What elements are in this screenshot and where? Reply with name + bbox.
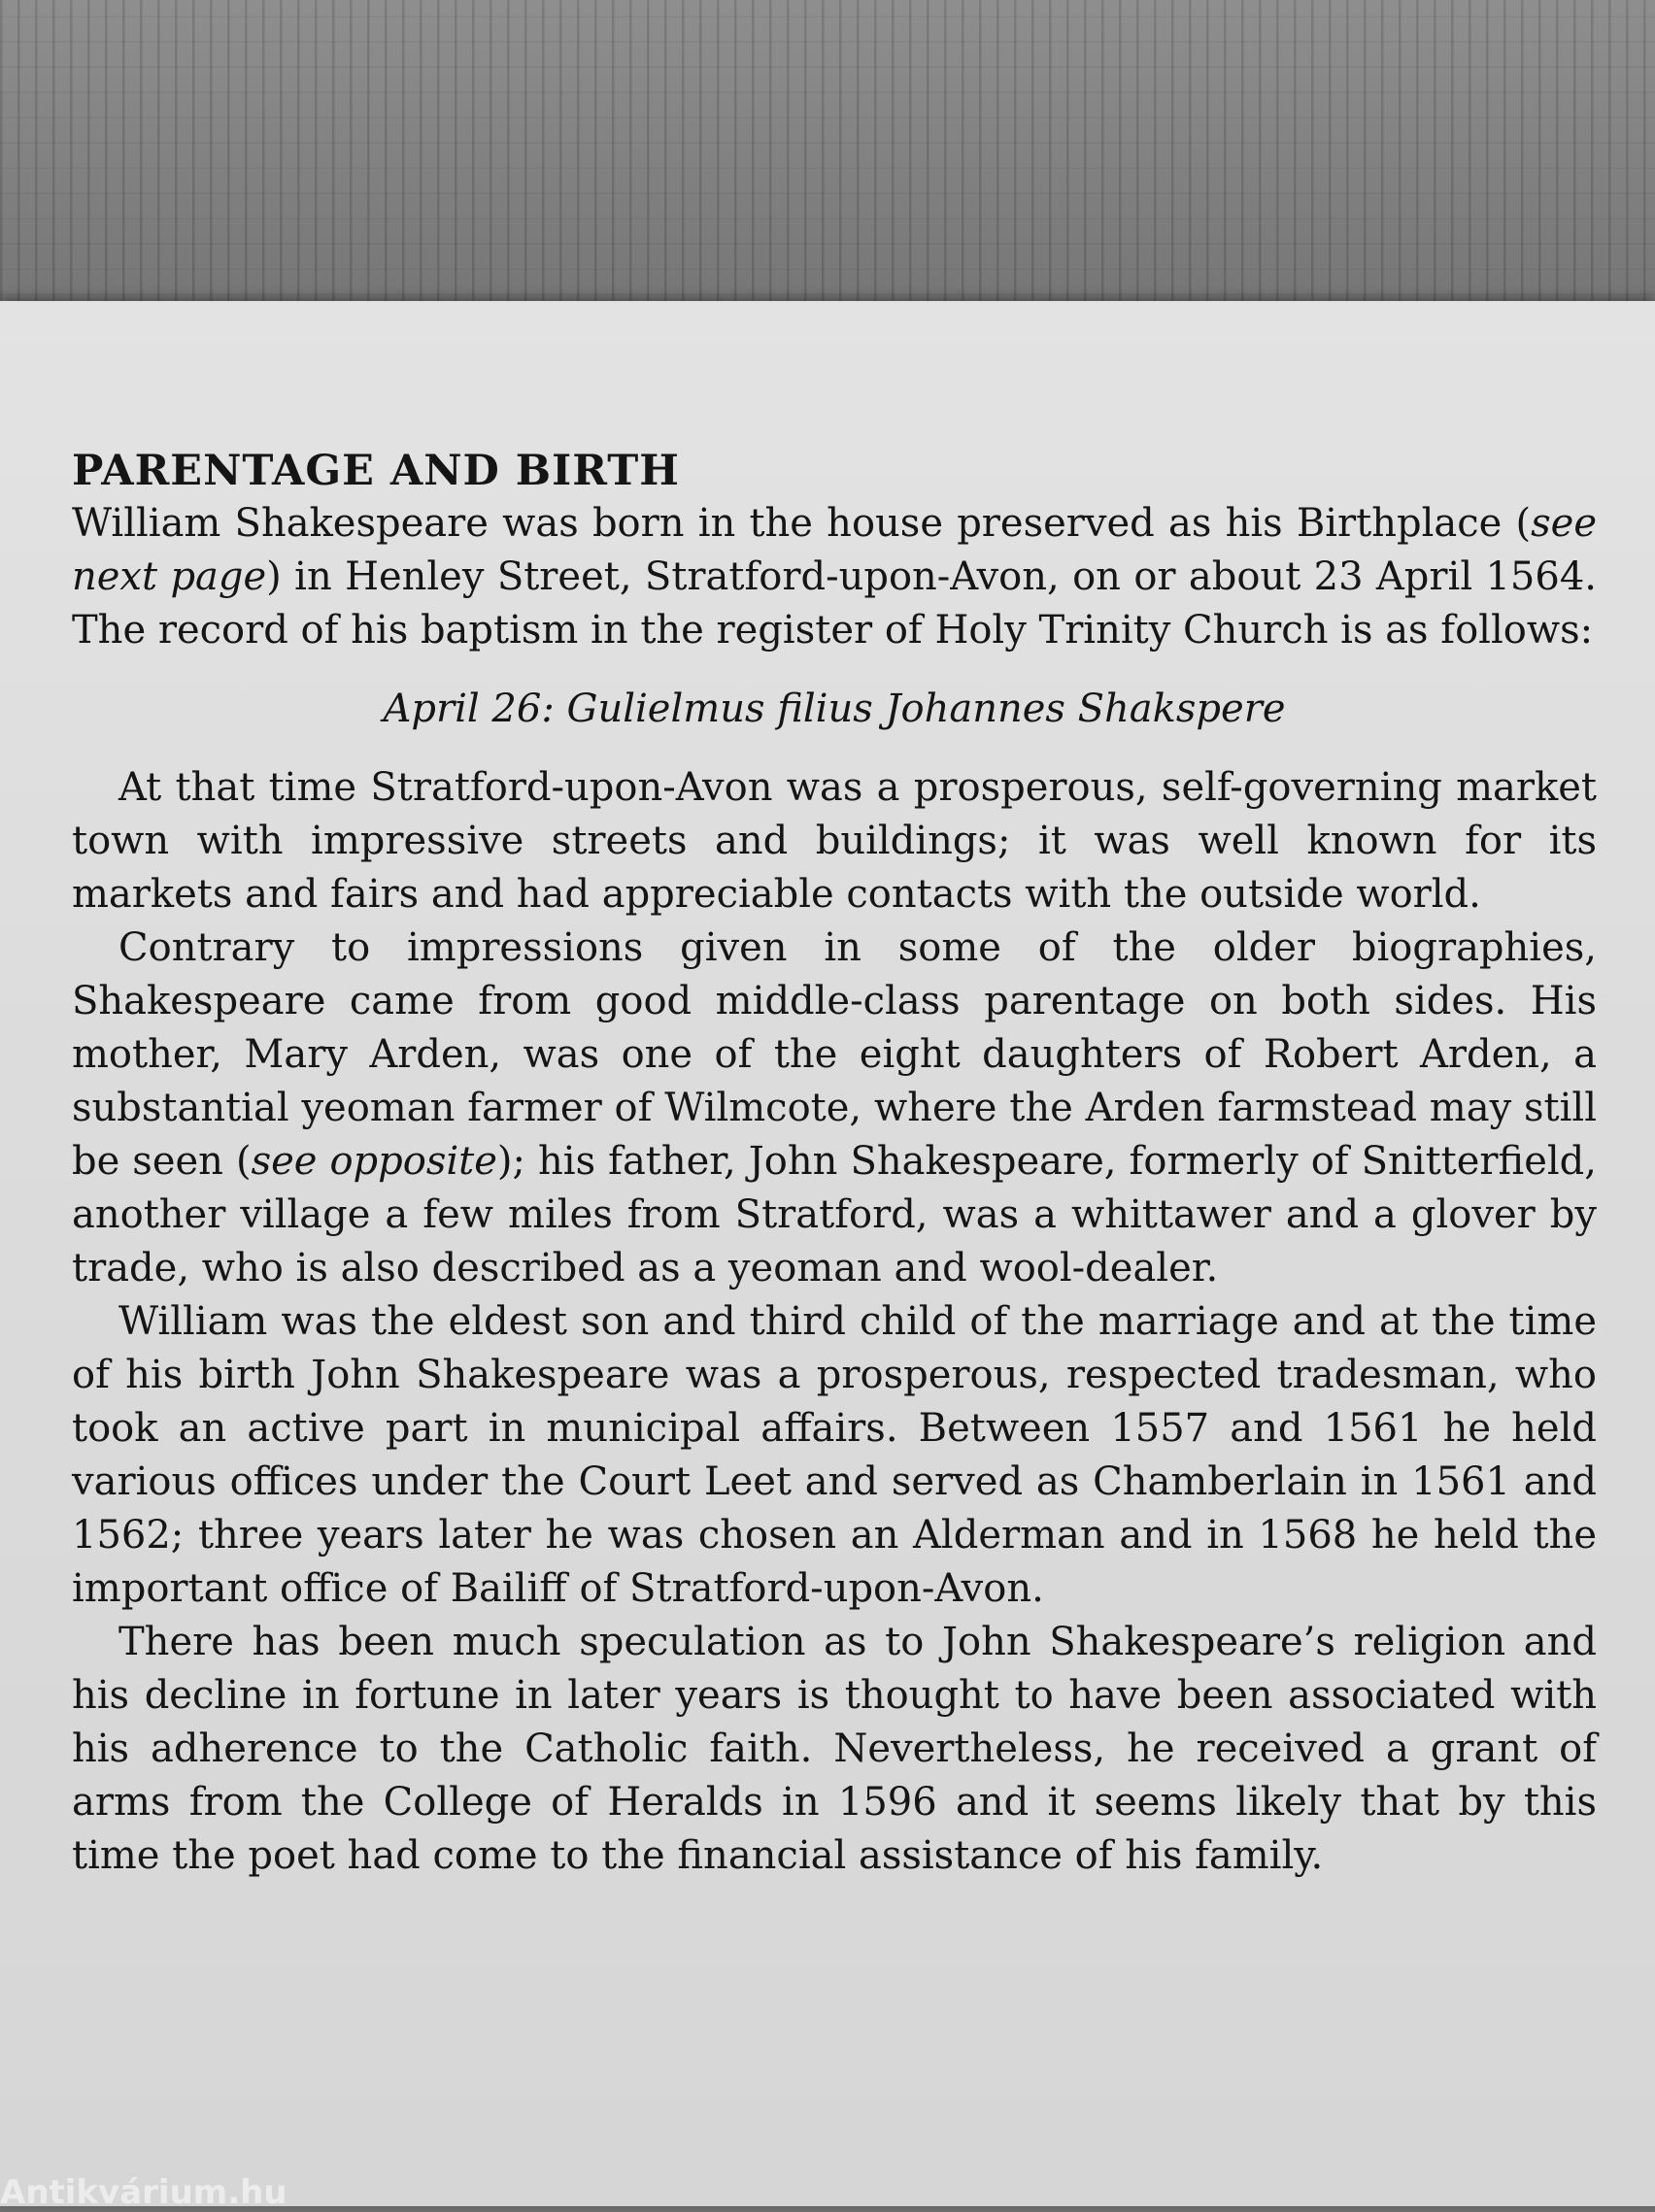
parentage-italic-reference: see opposite [251, 1139, 497, 1184]
intro-text-1: William Shakespeare was born in the house preserved as his Birthplace ( [72, 501, 1532, 546]
intro-paragraph [72, 497, 1597, 657]
baptism-record-quote: April 26: Gulielmus filius Johannes Shakspere [383, 687, 1286, 731]
page-content [72, 445, 1597, 1883]
background-surface [0, 0, 1655, 320]
parentage-text-2: ); his father, John Shakespeare, formerly of Snitterfield, another village a few miles from Stratford, was a whittawer and a glover by trade, who is also described as a yeoman and wool-dealer. [72, 1139, 1597, 1290]
book-page [0, 301, 1655, 2206]
parentage-text-1: Contrary to impressions given in some of the older biographies, Shakespeare came from good middle-class parentage on both sides. His mother, Mary Arden, was one of the eight daughters of Robert Arden, a substantial yeoman farmer of Wilmcote, where the Arden farmstead may still be seen ( [72, 925, 1597, 1184]
paragraph-william: William was the eldest son and third child of the marriage and at the time of his birth John Shakespeare was a prosperous, respected tradesman, who took an active part in municipal affairs. Between 1557 and 1561 he held various offices under the Court Leet and served as Chamberlain in 1561 and 1562; three years later he was chosen an Alderman and in 1568 he held the important office of Bailiff of Stratford-upon-Avon. [72, 1299, 1597, 1611]
paragraph-religion: There has been much speculation as to John Shakespeare’s religion and his decline in fortune in later years is thought to have been associated with his adherence to the Catholic faith. Nevertheless, he received a grant of arms from the College of Heralds in 1596 and it seems likely that by this time the poet had come to the financial assistance of his family. [72, 1620, 1597, 1878]
paragraph-parentage [72, 922, 1597, 1295]
intro-italic-reference: see next page [72, 501, 1597, 599]
watermark: Antikvárium.hu [0, 2173, 287, 2212]
paragraph-town: At that time Stratford-upon-Avon was a prosperous, self-governing market town with impressive streets and buildings; it was well known for its markets and fairs and had appreciable contacts with the outside world. [72, 765, 1597, 917]
intro-text-2: ) in Henley Street, Stratford-upon-Avon, on or about 23 April 1564. The record of his baptism in the register of Holy Trinity Church is as follows: [72, 554, 1597, 653]
section-heading: PARENTAGE AND BIRTH [72, 447, 680, 495]
